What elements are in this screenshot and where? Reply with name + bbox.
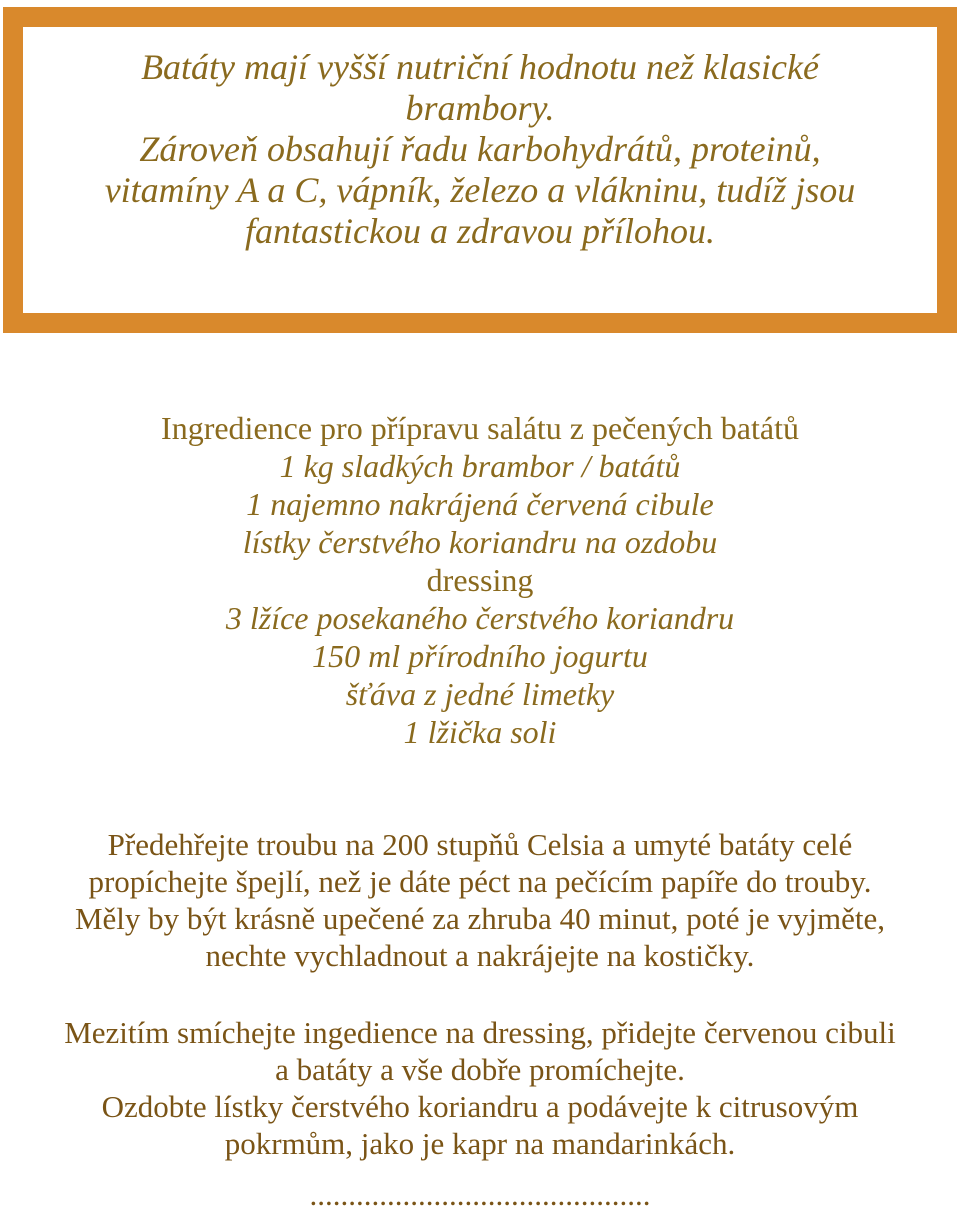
ingredient-item: lístky čerstvého koriandru na ozdobu <box>242 524 718 560</box>
method-line: Měly by být krásně upečené za zhruba 40 minut, poté je vyjměte, <box>74 901 886 936</box>
method-line: propíchejte špejlí, než je dáte péct na pečícím papíře do trouby. <box>88 864 872 899</box>
method-line: Ozdobte lístky čerstvého koriandru a podávejte k citrusovým <box>101 1089 859 1124</box>
ingredient-item: 1 kg sladkých brambor / batátů <box>279 448 681 484</box>
intro-line: Zároveň obsahují řadu karbohydrátů, proteinů, <box>139 129 821 169</box>
method-paragraph-1 <box>0 826 960 974</box>
ingredients-title: Ingredience pro přípravu salátu z pečených batátů <box>161 410 799 446</box>
intro-line: fantastickou a zdravou přílohou. <box>245 211 715 251</box>
intro-text <box>0 47 960 252</box>
ingredients-list <box>0 409 960 751</box>
intro-line: vitamíny A a C, vápník, železo a vlákninu, tudíž jsou <box>104 170 856 210</box>
dressing-label: dressing <box>426 562 534 598</box>
method-line: pokrmům, jako je kapr na mandarinkách. <box>224 1126 736 1161</box>
method-paragraph-2 <box>0 1014 960 1162</box>
method-line: a batáty a vše dobře promíchejte. <box>275 1052 685 1087</box>
method-line: Mezitím smíchejte ingedience na dressing, přidejte červenou cibuli <box>64 1015 896 1050</box>
dressing-item: 150 ml přírodního jogurtu <box>312 638 648 674</box>
method-line: Předehřejte troubu na 200 stupňů Celsia a umyté batáty celé <box>107 827 853 862</box>
dressing-item: 3 lžíce posekaného čerstvého koriandru <box>225 600 735 636</box>
method-line: nechte vychladnout a nakrájejte na kostičky. <box>205 938 755 973</box>
dotted-separator: ............................................ <box>309 1177 651 1212</box>
ingredient-item: 1 najemno nakrájená červená cibule <box>246 486 714 522</box>
intro-line: Batáty mají vyšší nutriční hodnotu než klasické <box>141 47 819 87</box>
dressing-item: 1 lžička soli <box>403 714 557 750</box>
intro-line: brambory. <box>405 88 555 128</box>
dressing-item: šťáva z jedné limetky <box>345 676 615 712</box>
